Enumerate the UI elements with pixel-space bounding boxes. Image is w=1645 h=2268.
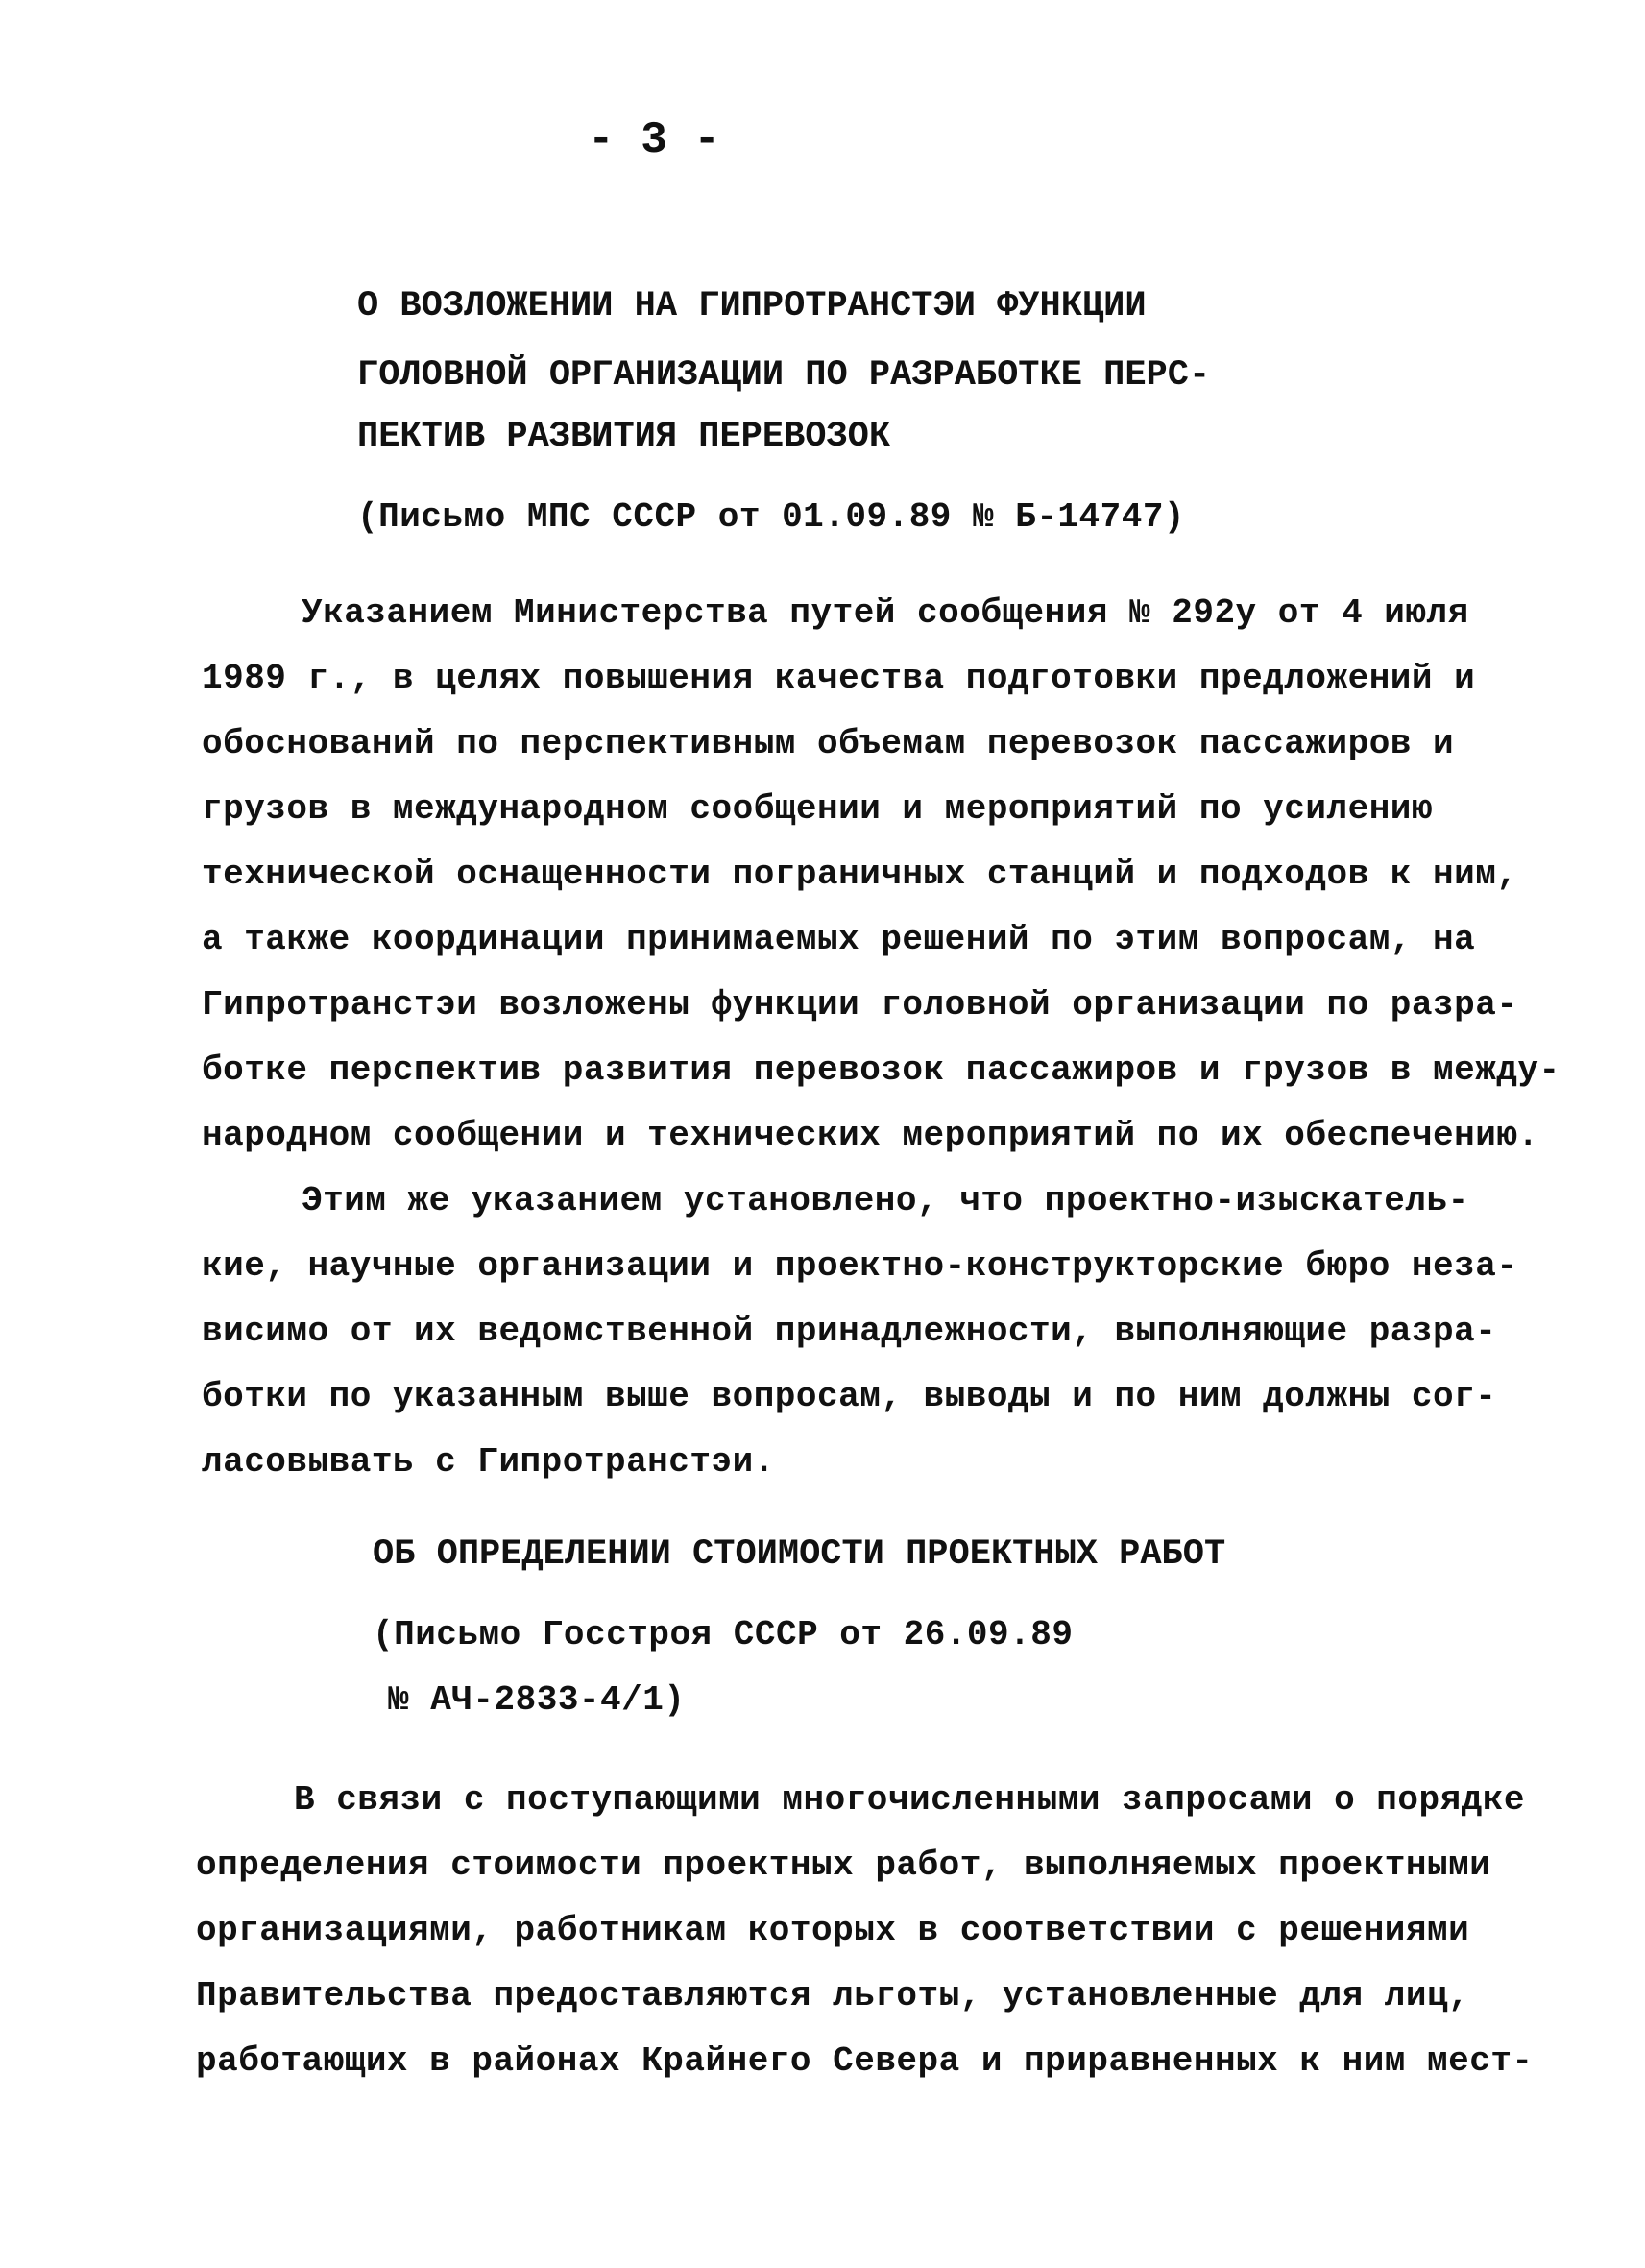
section1-source: (Письмо МПС СССР от 01.09.89 № Б-14747): [357, 497, 1186, 537]
s1-p1-line-4: грузов в международном сообщении и мероприятий по усилению: [202, 789, 1434, 829]
section1-title-line-3: ПЕКТИВ РАЗВИТИЯ ПЕРЕВОЗОК: [357, 417, 891, 457]
s1-p2-line-1: Этим же указанием установлено, что проектно-изыскатель-: [302, 1181, 1469, 1220]
section2-source-line-2: № АЧ-2833-4/1): [388, 1680, 686, 1720]
section2-source-line-1: (Письмо Госстроя СССР от 26.09.89: [373, 1615, 1074, 1654]
s1-p1-line-2: 1989 г., в целях повышения качества подготовки предложений и: [202, 659, 1476, 698]
s1-p2-line-5: ласовывать с Гипротранстэи.: [202, 1442, 775, 1482]
s1-p2-line-3: висимо от их ведомственной принадлежности, выполняющие разра-: [202, 1312, 1497, 1351]
s2-p1-line-3: организациями, работникам которых в соответствии с решениями: [196, 1911, 1470, 1950]
section2-title: ОБ ОПРЕДЕЛЕНИИ СТОИМОСТИ ПРОЕКТНЫХ РАБОТ: [373, 1534, 1226, 1575]
s1-p1-line-7: Гипротранстэи возложены функции головной организации по разра-: [202, 985, 1518, 1025]
page-number: - 3 -: [588, 115, 721, 165]
s1-p1-line-3: обоснований по перспективным объемам перевозок пассажиров и: [202, 724, 1455, 763]
s2-p1-line-4: Правительства предоставляются льготы, установленные для лиц,: [196, 1976, 1470, 2015]
s2-p1-line-5: работающих в районах Крайнего Севера и приравненных к ним мест-: [196, 2041, 1534, 2081]
s2-p1-line-2: определения стоимости проектных работ, выполняемых проектными: [196, 1846, 1491, 1885]
s2-p1-line-1: В связи с поступающими многочисленными запросами о порядке: [294, 1780, 1526, 1820]
s1-p1-line-8: ботке перспектив развития перевозок пассажиров и грузов в между-: [202, 1050, 1560, 1090]
s1-p1-line-5: технической оснащенности пограничных станций и подходов к ним,: [202, 855, 1518, 894]
s1-p2-line-2: кие, научные организации и проектно-конструкторские бюро неза-: [202, 1246, 1518, 1286]
s1-p1-line-6: а также координации принимаемых решений по этим вопросам, на: [202, 920, 1476, 959]
s1-p1-line-9: народном сообщении и технических мероприятий по их обеспечению.: [202, 1116, 1539, 1155]
s1-p2-line-4: ботки по указанным выше вопросам, выводы и по ним должны сог-: [202, 1377, 1497, 1416]
s1-p1-line-1: Указанием Министерства путей сообщения № 292у от 4 июля: [302, 593, 1469, 633]
section1-title-line-2: ГОЛОВНОЙ ОРГАНИЗАЦИИ ПО РАЗРАБОТКЕ ПЕРС-: [357, 355, 1211, 396]
section1-title-line-1: О ВОЗЛОЖЕНИИ НА ГИПРОТРАНСТЭИ ФУНКЦИИ: [357, 286, 1147, 326]
